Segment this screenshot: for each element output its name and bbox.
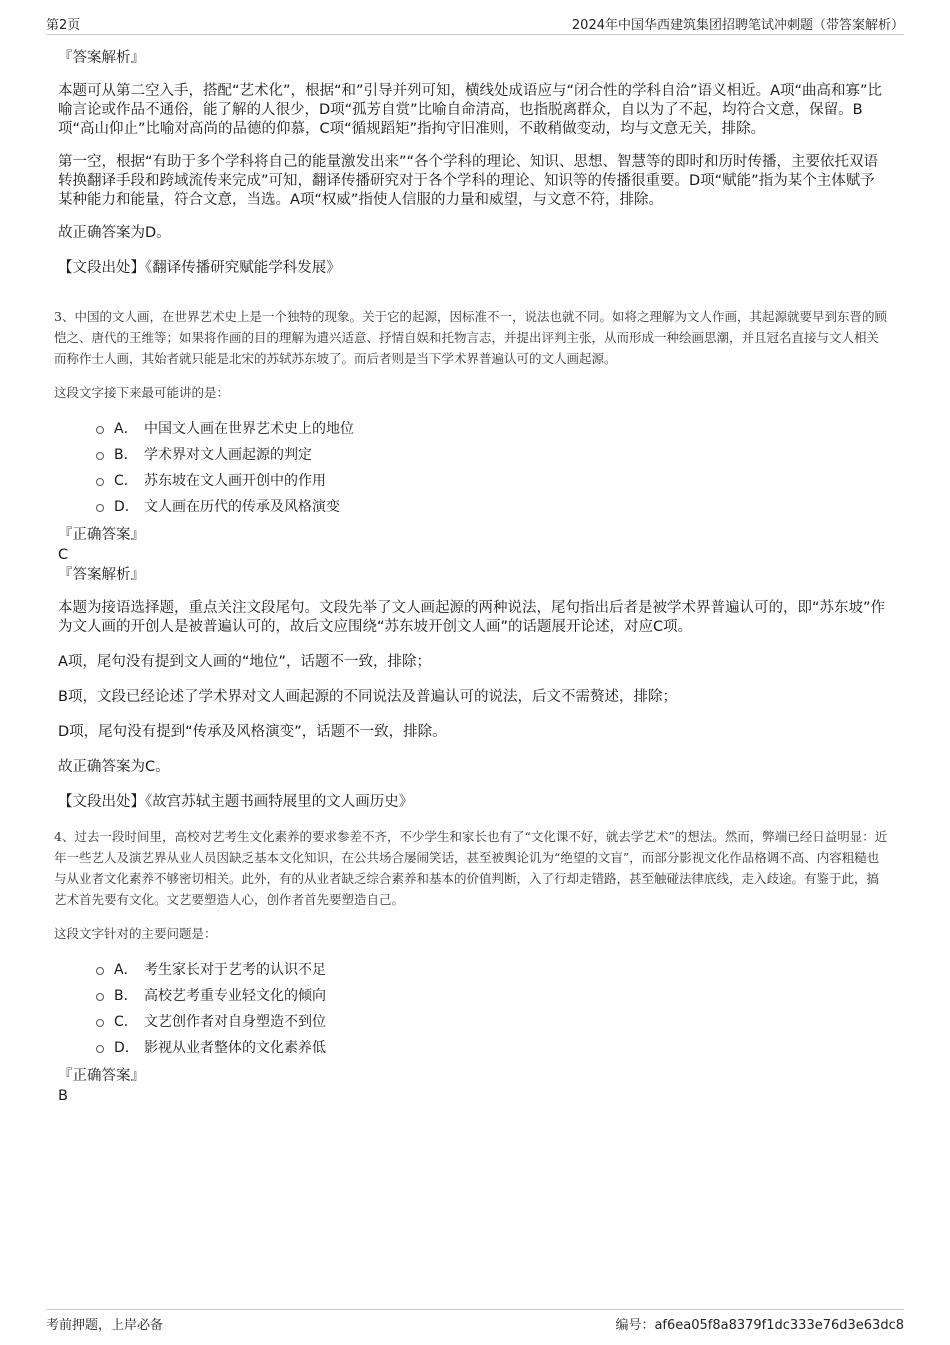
q3-options [96, 415, 888, 519]
q2-conclusion: 故正确答案为D。 [58, 225, 171, 241]
radio-icon[interactable] [96, 993, 104, 1001]
q4-option-a[interactable]: A． 考生家长对于艺考的认识不足 [96, 956, 888, 982]
page-number: 第2页 [46, 18, 81, 33]
q3-option-d[interactable]: D． 文人画在历代的传承及风格演变 [96, 493, 888, 519]
q3-conclusion: 故正确答案为C。 [58, 759, 170, 775]
q2-analysis-para-1: 本题可从第二空入手，搭配“艺术化”，根据“和”引导并列可知，横线处成语应与“闭合性的学科自洽”语义相近。A项“曲高和寡”比喻言论或作品不通俗，能了解的人很少，D项“孤芳自赏”比喻自命清高，也指脱离群众，自以为了不起，均符合文意，保留。B项“高山仰止”比喻对高尚的品德的仰慕，C项“循规蹈矩”指拘守旧准则，不敢稍做变动，均与文意无关，排除。 [58, 83, 883, 137]
q3-analysis-para-4: D项，尾句没有提到“传承及风格演变”，话题不一致，排除。 [58, 724, 447, 740]
radio-icon[interactable] [96, 504, 104, 512]
q3-option-b[interactable]: B． 学术界对文人画起源的判定 [96, 441, 888, 467]
q2-analysis-label: 『答案解析』 [58, 50, 145, 66]
q3-answer: C [58, 547, 69, 563]
footer-slogan: 考前押题，上岸必备 [46, 1318, 164, 1333]
page-content [54, 46, 888, 1106]
page-footer [46, 1309, 904, 1332]
radio-icon[interactable] [96, 452, 104, 460]
q3-option-a[interactable]: A． 中国文人画在世界艺术史上的地位 [96, 415, 888, 441]
document-title: 2024年中国华西建筑集团招聘笔试冲刺题（带答案解析） [571, 18, 904, 33]
document-id: 编号：af6ea05f8a8379f1dc333e76d3e63dc8 [615, 1318, 904, 1333]
radio-icon[interactable] [96, 967, 104, 975]
q4-prompt: 这段文字针对的主要问题是： [54, 926, 217, 941]
radio-icon[interactable] [96, 426, 104, 434]
radio-icon[interactable] [96, 1045, 104, 1053]
q3-analysis-para-2: A项，尾句没有提到文人画的“地位”，话题不一致，排除； [58, 654, 431, 670]
q3-prompt: 这段文字接下来最可能讲的是： [54, 385, 230, 400]
q3-source: 【文段出处】《故宫苏轼主题书画特展里的文人画历史》 [58, 794, 414, 810]
page-header [46, 12, 904, 35]
radio-icon[interactable] [96, 478, 104, 486]
q3-analysis-para-3: B项，文段已经论述了学术界对文人画起源的不同说法及普遍认可的说法，后文不需赘述，排除； [58, 689, 677, 705]
q2-source: 【文段出处】《翻译传播研究赋能学科发展》 [58, 260, 341, 276]
q4-option-c[interactable]: C． 文艺创作者对自身塑造不到位 [96, 1008, 888, 1034]
q2-analysis-para-2: 第一空，根据“有助于多个学科将自己的能量激发出来”“各个学科的理论、知识、思想、智慧等的即时和历时传播，主要依托双语转换翻译手段和跨域流传来完成”可知，翻译传播研究对于各个学科的理论、知识等的传播很重要。D项“赋能”指为某个主体赋予某种能力和能量，符合文意，当选。A项“权威”指使人信服的力量和威望，与文意不符，排除。 [58, 154, 879, 208]
q3-analysis-label: 『答案解析』 [58, 567, 145, 583]
radio-icon[interactable] [96, 1019, 104, 1027]
q4-option-d[interactable]: D． 影视从业者整体的文化素养低 [96, 1034, 888, 1060]
q3-question-text: 3、中国的文人画，在世界艺术史上是一个独特的现象。关于它的起源，因标准不一，说法也就不同。如将之理解为文人作画，其起源就要早到东晋的顾恺之、唐代的王维等；如果将作画的目的理解为遣兴适意、抒情自娱和托物言志，并提出评判主张，从而形成一种绘画思潮，并且冠名直接与文人相关而称作士人画，其始者就只能是北宋的苏轼苏东坡了。而后者则是当下学术界普遍认可的文人画起源。 [54, 309, 887, 366]
q4-option-b[interactable]: B． 高校艺考重专业轻文化的倾向 [96, 982, 888, 1008]
q4-options [96, 956, 888, 1060]
q3-analysis-para-1: 本题为接语选择题，重点关注文段尾句。文段先举了文人画起源的两种说法，尾句指出后者是被学术界普遍认可的，即“苏东坡”作为文人画的开创人是被普遍认可的，故后文应围绕“苏东坡开创文人画”的话题展开论述，对应C项。 [58, 600, 886, 635]
q4-question-text: 4、过去一段时间里，高校对艺考生文化素养的要求参差不齐，不少学生和家长也有了“文化课不好，就去学艺术”的想法。然而，弊端已经日益明显：近年一些艺人及演艺界从业人员因缺乏基本文化知识，在公共场合屡闹笑话，甚至被舆论讥为“绝望的文盲”，而部分影视文化作品格调不高、内容粗糙也与从业者文化素养不够密切相关。此外，有的从业者缺乏综合素养和基本的价值判断，入了行却走错路，甚至触碰法律底线，走入歧途。有鉴于此，搞艺术首先要有文化。文艺要塑造人心，创作者首先要塑造自己。 [54, 829, 888, 907]
q3-answer-label: 『正确答案』 [58, 527, 145, 543]
q4-answer: B [58, 1088, 68, 1104]
q3-option-c[interactable]: C． 苏东坡在文人画开创中的作用 [96, 467, 888, 493]
q4-answer-label: 『正确答案』 [58, 1068, 145, 1084]
